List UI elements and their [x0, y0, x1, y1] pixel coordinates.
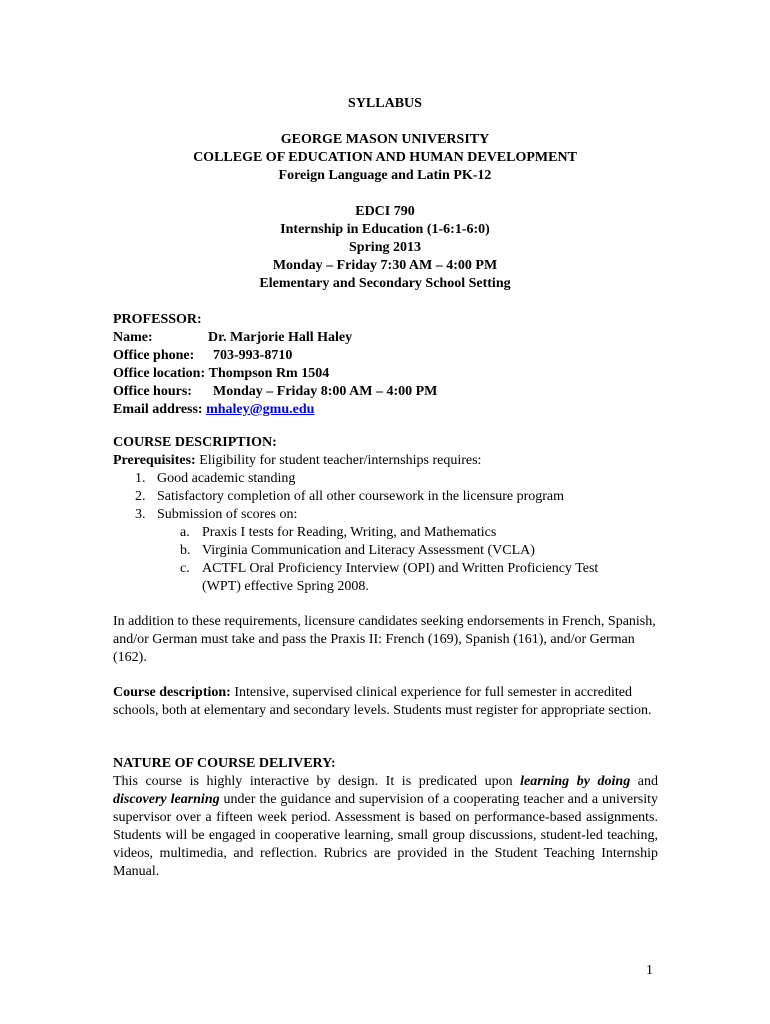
program-name: Foreign Language and Latin PK-12 — [278, 168, 492, 183]
course-description-heading: COURSE DESCRIPTION: — [113, 435, 277, 450]
hours-label: Office hours: — [113, 384, 192, 399]
university-name: GEORGE MASON UNIVERSITY — [280, 132, 490, 147]
hours-value: Monday – Friday 8:00 AM – 4:00 PM — [213, 384, 438, 399]
prerequisites-line — [113, 452, 481, 470]
delivery-paragraph: This course is highly interactive by design. It is predicated upon learning by doing and discovery learning under the guidance and supervision of a cooperating teacher and a university supervisor over a fifteen week period. Assessment is based on performance-based assignments. Students will be engaged in cooperative learning, small group discussions, student-led teaching, videos, multimedia, and reflection. Rubrics are provided in the Student Teaching Internship Manual. — [113, 774, 659, 879]
phone-value: 703-993-8710 — [213, 348, 293, 363]
phone-label: Office phone: — [113, 348, 195, 363]
sub-list-item: c. ACTFL Oral Proficiency Interview (OPI) and Written Proficiency Test — [180, 561, 599, 576]
learning-by-doing-emphasis: learning by doing — [520, 774, 631, 789]
sub-list-item-continuation: (WPT) effective Spring 2008. — [202, 579, 369, 594]
name-value: Dr. Marjorie Hall Haley — [208, 330, 353, 345]
list-item: 1. Good academic standing — [135, 471, 296, 486]
course-description-paragraph — [113, 684, 658, 720]
email-label: Email address: — [113, 402, 203, 417]
list-item: 3. Submission of scores on: — [135, 507, 298, 522]
prerequisites-label: Prerequisites: — [113, 453, 196, 468]
course-description-label: Course description: — [113, 685, 231, 700]
sub-list-item: a. Praxis I tests for Reading, Writing, and Mathematics — [180, 525, 497, 540]
professor-location-row — [113, 365, 329, 383]
professor-email-row — [113, 401, 314, 419]
syllabus-title: SYLLABUS — [348, 96, 422, 111]
name-label: Name: — [113, 330, 153, 345]
college-name: COLLEGE OF EDUCATION AND HUMAN DEVELOPMENT — [193, 150, 577, 165]
discovery-learning-emphasis: discovery learning — [113, 792, 220, 807]
delivery-heading: NATURE OF COURSE DELIVERY: — [113, 756, 336, 771]
page-number: 1 — [646, 963, 653, 978]
licensure-paragraph: In addition to these requirements, licensure candidates seeking endorsements in French, Spanish, and/or German must take and pass the Praxis II: French (169), Spanish (161), and/or German (162). — [113, 614, 656, 665]
sub-list-item: b. Virginia Communication and Literacy Assessment (VCLA) — [180, 543, 535, 558]
professor-phone-row — [113, 347, 292, 365]
professor-heading: PROFESSOR: — [113, 312, 202, 327]
course-schedule: Monday – Friday 7:30 AM – 4:00 PM — [272, 258, 498, 273]
course-term: Spring 2013 — [349, 240, 421, 255]
prerequisites-text: Eligibility for student teacher/internships requires: — [195, 453, 482, 468]
course-setting: Elementary and Secondary School Setting — [259, 276, 511, 291]
course-title: Internship in Education (1-6:1-6:0) — [280, 222, 490, 237]
location-label: Office location: — [113, 366, 206, 381]
email-link[interactable]: mhaley@gmu.edu — [206, 402, 315, 417]
location-value: Thompson Rm 1504 — [208, 366, 330, 381]
professor-hours-row — [113, 383, 437, 401]
course-code: EDCI 790 — [355, 204, 415, 219]
course-description-text: Intensive, supervised clinical experience for full semester in accredited schools, both at elementary and secondary levels. Students must register for appropriate section. — [113, 685, 652, 718]
list-item: 2. Satisfactory completion of all other coursework in the licensure program — [135, 489, 565, 504]
professor-name-row — [113, 329, 352, 347]
